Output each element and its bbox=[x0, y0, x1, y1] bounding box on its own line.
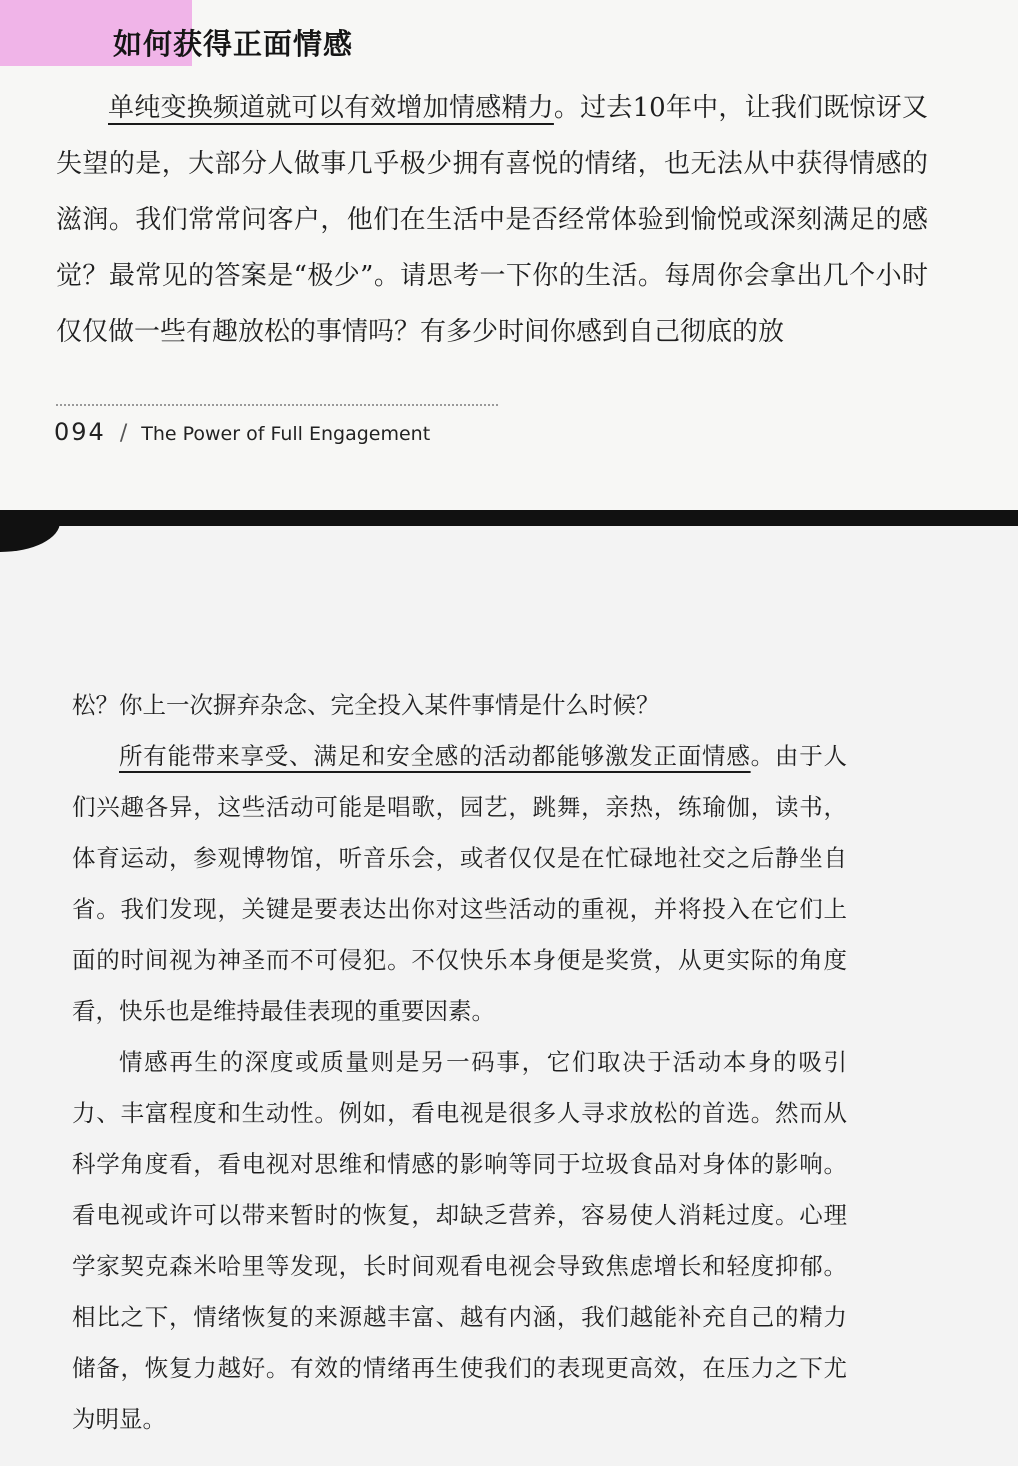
book-title: The Power of Full Engagement bbox=[141, 423, 431, 445]
bottom-body-text bbox=[72, 680, 847, 1445]
bottom-book-page bbox=[0, 520, 1018, 1466]
top-paragraph bbox=[56, 80, 928, 360]
paragraph-2-rest: 。由于人们兴趣各异，这些活动可能是唱歌，园艺，跳舞，亲热，练瑜伽，读书，体育运动，参观博物馆，听音乐会，或者仅仅是在忙碌地社交之后静坐自省。我们发现，关键是要表达出你对这些活动的重视，并将投入在它们上面的时间视为神圣而不可侵犯。不仅快乐本身便是奖赏，从更实际的角度看，快乐也是维持最佳表现的重要因素。 bbox=[72, 742, 848, 1025]
section-title: 如何获得正面情感 bbox=[113, 27, 354, 61]
page-footer bbox=[54, 418, 430, 446]
page-number: 094 bbox=[54, 418, 106, 446]
page-gap-edge bbox=[0, 510, 1018, 526]
paragraph-2 bbox=[72, 731, 847, 1037]
top-book-page bbox=[0, 0, 1018, 520]
continuation-line: 松？你上一次摒弃杂念、完全投入某件事情是什么时候？ bbox=[72, 691, 660, 719]
footer-separator: / bbox=[119, 421, 128, 446]
paragraph-3: 情感再生的深度或质量则是另一码事，它们取决于活动本身的吸引力、丰富程度和生动性。例如，看电视是很多人寻求放松的首选。然而从科学角度看，看电视对思维和情感的影响等同于垃圾食品对身体的影响。看电视或许可以带来暂时的恢复，却缺乏营养，容易使人消耗过度。心理学家契克森米哈里等发现，长时间观看电视会导致焦虑增长和轻度抑郁。相比之下，情绪恢复的来源越丰富、越有内涵，我们越能补充自己的精力储备，恢复力越好。有效的情绪再生使我们的表现更高效，在压力之下尤为明显。 bbox=[72, 1048, 847, 1433]
footer-divider bbox=[56, 404, 498, 406]
underlined-sentence-2: 所有能带来享受、满足和安全感的活动都能够激发正面情感 bbox=[119, 742, 751, 770]
paragraph-rest: 。过去10年中，让我们既惊讶又失望的是，大部分人做事几乎极少拥有喜悦的情绪，也无法从中获得情感的滋润。我们常常问客户，他们在生活中是否经常体验到愉悦或深刻满足的感觉？最常见的答案是“极少”。请思考一下你的生活。每周你会拿出几个小时仅仅做一些有趣放松的事情吗？有多少时间你感到自己彻底的放 bbox=[56, 93, 928, 347]
underlined-sentence: 单纯变换频道就可以有效增加情感精力 bbox=[108, 93, 554, 123]
top-body-text bbox=[56, 80, 928, 360]
